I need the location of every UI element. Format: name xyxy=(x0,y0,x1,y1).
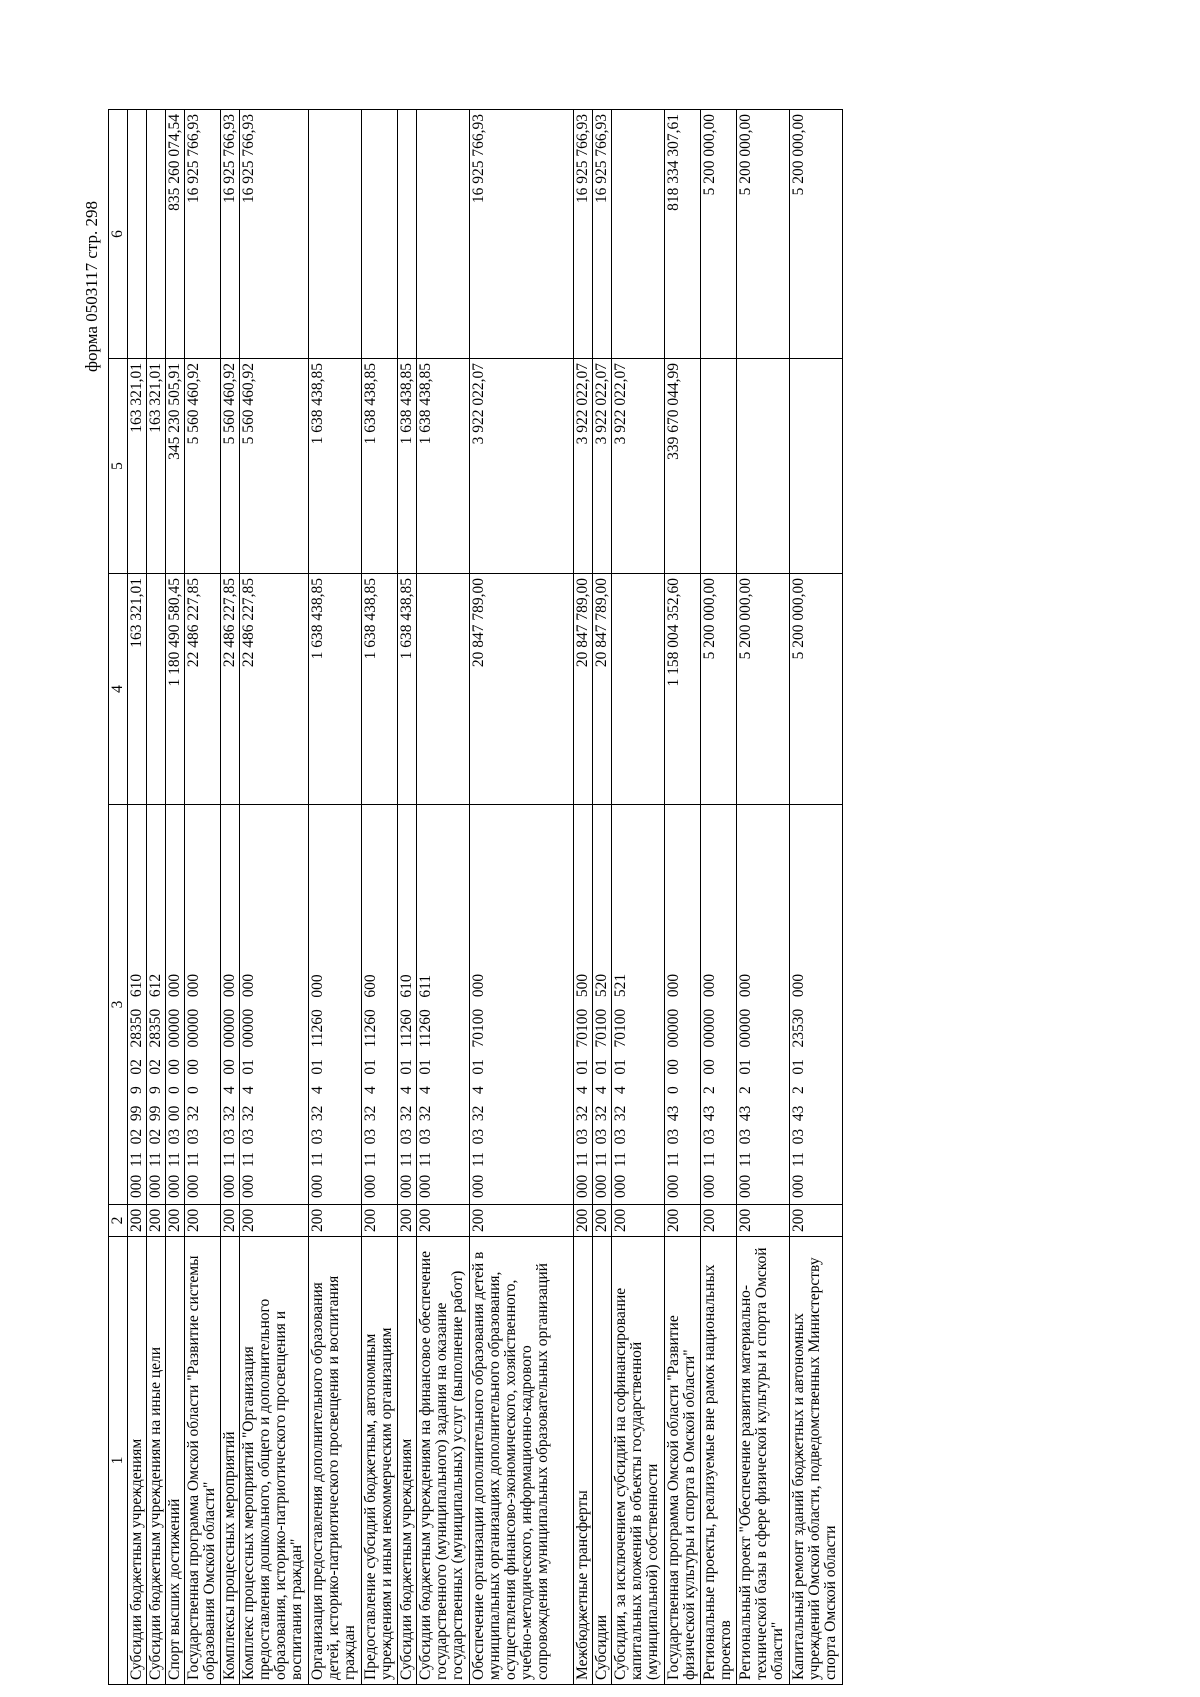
table-row xyxy=(221,110,240,1685)
row-executed-amount: 163 321,01 xyxy=(128,359,147,574)
row-unexecuted-amount xyxy=(612,110,665,359)
row-approved-amount: 1 638 438,85 xyxy=(398,574,417,805)
column-number: 3 xyxy=(109,805,128,1205)
row-approved-amount: 22 486 227,85 xyxy=(221,574,240,805)
row-name: Региональный проект "Обеспечение развития материально-технической базы в сфере физической культуры и спорта Омской области" xyxy=(737,1237,790,1685)
row-name: Обеспечение организации дополнительного образования детей в муниципальных организациях дополнительного образования, осуществления финансово-экономического, хозяйственного, учебно-методического, информационно-кадрового сопровождения муниципальных образовательных организаций xyxy=(470,1237,574,1685)
row-executed-amount: 5 560 460,92 xyxy=(240,359,309,574)
row-executed-amount: 1 638 438,85 xyxy=(362,359,398,574)
row-executed-amount: 3 922 022,07 xyxy=(574,359,593,574)
table-row xyxy=(417,110,470,1685)
budget-execution-table xyxy=(108,109,843,1685)
row-approved-amount xyxy=(417,574,470,805)
row-name: Капитальный ремонт зданий бюджетных и автономных учреждений Омской области, подведомственных Министерству спорта Омской области xyxy=(790,1237,843,1685)
row-line-code: 200 xyxy=(737,1205,790,1237)
row-budget-code: 000 11 03 32 4 01 70100 520 xyxy=(593,805,612,1205)
row-line-code: 200 xyxy=(309,1205,362,1237)
row-approved-amount: 22 486 227,85 xyxy=(240,574,309,805)
row-line-code: 200 xyxy=(701,1205,737,1237)
row-unexecuted-amount xyxy=(417,110,470,359)
row-name: Государственная программа Омской области "Развитие системы образования Омской области" xyxy=(185,1237,221,1685)
row-line-code: 200 xyxy=(362,1205,398,1237)
row-approved-amount: 20 847 789,00 xyxy=(470,574,574,805)
table-row xyxy=(574,110,593,1685)
row-line-code: 200 xyxy=(612,1205,665,1237)
row-name: Предоставление субсидий бюджетным, автономным учреждениям и иным некоммерческим организациям xyxy=(362,1237,398,1685)
row-executed-amount: 5 560 460,92 xyxy=(185,359,221,574)
row-executed-amount: 3 922 022,07 xyxy=(612,359,665,574)
row-name: Субсидии бюджетным учреждениям на финансовое обеспечение государственного (муниципального) задания на оказание государственных (муниципальных) услуг (выполнение работ) xyxy=(417,1237,470,1685)
row-unexecuted-amount: 16 925 766,93 xyxy=(221,110,240,359)
row-approved-amount: 22 486 227,85 xyxy=(185,574,221,805)
row-executed-amount: 339 670 044,99 xyxy=(665,359,701,574)
row-executed-amount: 1 638 438,85 xyxy=(309,359,362,574)
row-approved-amount: 5 200 000,00 xyxy=(701,574,737,805)
row-executed-amount: 5 560 460,92 xyxy=(221,359,240,574)
row-executed-amount xyxy=(737,359,790,574)
row-line-code: 200 xyxy=(147,1205,166,1237)
row-budget-code: 000 11 03 43 2 00 00000 000 xyxy=(701,805,737,1205)
column-number-row xyxy=(109,110,128,1685)
row-unexecuted-amount: 16 925 766,93 xyxy=(185,110,221,359)
row-name: Субсидии бюджетным учреждениям xyxy=(398,1237,417,1685)
row-budget-code: 000 11 03 32 4 01 70100 521 xyxy=(612,805,665,1205)
row-approved-amount: 1 638 438,85 xyxy=(309,574,362,805)
row-budget-code: 000 11 02 99 9 02 28350 610 xyxy=(128,805,147,1205)
row-line-code: 200 xyxy=(221,1205,240,1237)
column-number: 1 xyxy=(109,1237,128,1685)
row-name: Комплекс процессных мероприятий "Организация предоставления дошкольного, общего и дополнительного образования, историко-патриотического просвещения и воспитания граждан" xyxy=(240,1237,309,1685)
row-budget-code: 000 11 03 32 4 01 11260 610 xyxy=(398,805,417,1205)
row-unexecuted-amount: 5 200 000,00 xyxy=(737,110,790,359)
row-budget-code: 000 11 03 32 4 01 11260 600 xyxy=(362,805,398,1205)
table-row xyxy=(665,110,701,1685)
row-approved-amount: 5 200 000,00 xyxy=(790,574,843,805)
table-row xyxy=(309,110,362,1685)
row-unexecuted-amount: 818 334 307,61 xyxy=(665,110,701,359)
column-number: 4 xyxy=(109,574,128,805)
table-row xyxy=(166,110,185,1685)
row-executed-amount: 1 638 438,85 xyxy=(417,359,470,574)
row-name: Межбюджетные трансферты xyxy=(574,1237,593,1685)
row-line-code: 200 xyxy=(574,1205,593,1237)
row-unexecuted-amount: 5 200 000,00 xyxy=(790,110,843,359)
row-executed-amount: 1 638 438,85 xyxy=(398,359,417,574)
table-row xyxy=(593,110,612,1685)
table-row xyxy=(185,110,221,1685)
row-unexecuted-amount xyxy=(309,110,362,359)
row-unexecuted-amount xyxy=(128,110,147,359)
table-row xyxy=(362,110,398,1685)
row-approved-amount: 1 180 490 580,45 xyxy=(166,574,185,805)
row-line-code: 200 xyxy=(417,1205,470,1237)
row-approved-amount: 163 321,01 xyxy=(128,574,147,805)
row-executed-amount: 3 922 022,07 xyxy=(470,359,574,574)
column-number: 6 xyxy=(109,110,128,359)
row-budget-code: 000 11 03 32 4 00 00000 000 xyxy=(221,805,240,1205)
row-name: Спорт высших достижений xyxy=(166,1237,185,1685)
row-approved-amount: 20 847 789,00 xyxy=(593,574,612,805)
row-budget-code: 000 11 03 43 0 00 00000 000 xyxy=(665,805,701,1205)
row-budget-code: 000 11 03 32 4 01 11260 000 xyxy=(309,805,362,1205)
row-executed-amount: 3 922 022,07 xyxy=(593,359,612,574)
row-line-code: 200 xyxy=(398,1205,417,1237)
row-executed-amount xyxy=(790,359,843,574)
row-budget-code: 000 11 03 43 2 01 00000 000 xyxy=(737,805,790,1205)
row-approved-amount: 20 847 789,00 xyxy=(574,574,593,805)
table-row xyxy=(398,110,417,1685)
table-row xyxy=(128,110,147,1685)
form-label: форма 0503117 стр. 298 xyxy=(82,201,101,372)
row-executed-amount: 345 230 505,91 xyxy=(166,359,185,574)
row-unexecuted-amount: 16 925 766,93 xyxy=(240,110,309,359)
row-line-code: 200 xyxy=(185,1205,221,1237)
row-budget-code: 000 11 03 32 4 01 70100 000 xyxy=(470,805,574,1205)
row-approved-amount xyxy=(612,574,665,805)
row-name: Региональные проекты, реализуемые вне рамок национальных проектов xyxy=(701,1237,737,1685)
row-executed-amount xyxy=(701,359,737,574)
row-budget-code: 000 11 03 43 2 01 23530 000 xyxy=(790,805,843,1205)
row-name: Субсидии бюджетным учреждениям на иные цели xyxy=(147,1237,166,1685)
row-name: Субсидии бюджетным учреждениям xyxy=(128,1237,147,1685)
row-unexecuted-amount: 16 925 766,93 xyxy=(574,110,593,359)
row-approved-amount: 5 200 000,00 xyxy=(737,574,790,805)
row-unexecuted-amount xyxy=(362,110,398,359)
row-budget-code: 000 11 03 32 4 01 11260 611 xyxy=(417,805,470,1205)
row-budget-code: 000 11 03 32 0 00 00000 000 xyxy=(185,805,221,1205)
row-name: Государственная программа Омской области "Развитие физической культуры и спорта в Омской области" xyxy=(665,1237,701,1685)
row-unexecuted-amount xyxy=(398,110,417,359)
row-budget-code: 000 11 02 99 9 02 28350 612 xyxy=(147,805,166,1205)
row-unexecuted-amount: 5 200 000,00 xyxy=(701,110,737,359)
row-name: Субсидии xyxy=(593,1237,612,1685)
table-row xyxy=(612,110,665,1685)
row-line-code: 200 xyxy=(790,1205,843,1237)
row-budget-code: 000 11 03 00 0 00 00000 000 xyxy=(166,805,185,1205)
row-unexecuted-amount: 16 925 766,93 xyxy=(470,110,574,359)
table-row xyxy=(737,110,790,1685)
row-line-code: 200 xyxy=(593,1205,612,1237)
row-approved-amount: 1 158 004 352,60 xyxy=(665,574,701,805)
row-budget-code: 000 11 03 32 4 01 00000 000 xyxy=(240,805,309,1205)
row-line-code: 200 xyxy=(665,1205,701,1237)
row-name: Комплексы процессных мероприятий xyxy=(221,1237,240,1685)
row-unexecuted-amount: 16 925 766,93 xyxy=(593,110,612,359)
table-row xyxy=(147,110,166,1685)
row-approved-amount: 1 638 438,85 xyxy=(362,574,398,805)
row-executed-amount: 163 321,01 xyxy=(147,359,166,574)
table-row xyxy=(240,110,309,1685)
table-row xyxy=(701,110,737,1685)
row-budget-code: 000 11 03 32 4 01 70100 500 xyxy=(574,805,593,1205)
row-line-code: 200 xyxy=(240,1205,309,1237)
column-number: 2 xyxy=(109,1205,128,1237)
column-number: 5 xyxy=(109,359,128,574)
row-line-code: 200 xyxy=(166,1205,185,1237)
table-row xyxy=(470,110,574,1685)
row-name: Субсидии, за исключением субсидий на софинансирование капитальных вложений в объекты государственной (муниципальной) собственности xyxy=(612,1237,665,1685)
row-approved-amount xyxy=(147,574,166,805)
row-line-code: 200 xyxy=(470,1205,574,1237)
row-name: Организация предоставления дополнительного образования детей, историко-патриотического просвещения и воспитания граждан xyxy=(309,1237,362,1685)
row-unexecuted-amount xyxy=(147,110,166,359)
table-row xyxy=(790,110,843,1685)
row-line-code: 200 xyxy=(128,1205,147,1237)
row-unexecuted-amount: 835 260 074,54 xyxy=(166,110,185,359)
